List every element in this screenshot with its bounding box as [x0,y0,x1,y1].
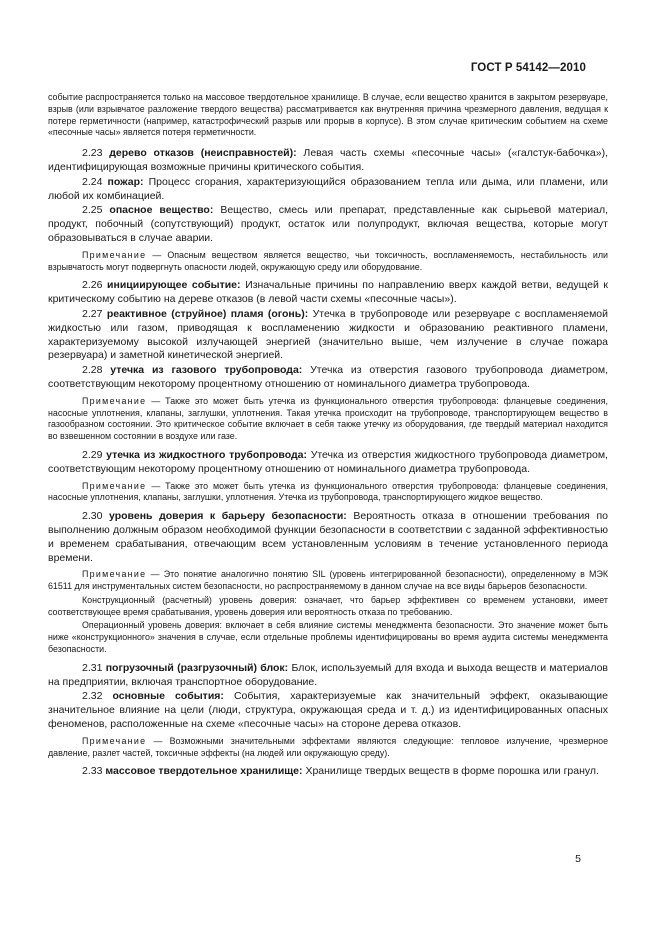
term-number: 2.27 [82,307,103,320]
term-definition: Утечка в трубопроводе или резервуаре с воспламеняемой жидкостью или газом, приводящая к воспламенению жидкости и образованию реактивного пламени, характеризуемому высокой излучающей энергией (значительно выше, чем излучение в случае пожара резервуара) и заметной кинетической энергией. [48,307,609,362]
term-title: опасное вещество: [109,204,214,217]
note-2-32: Примечание — Возможными значительными эффектами являются следующие: тепловое излучение, чрезмерное давление, разлет частей, токсичные эффекты (на людей или окружающую среду). [48,735,608,758]
term-2-27 [48,308,608,363]
intro-paragraph: событие распространяется только на массовое твердотельное хранилище. В случае, если вещество хранится в закрытом резервуаре, взрыв (или взрывчатое разложение твердого вещества) рассматривается как внутренняя причина чрезмерного давления, ведущая к потере герметичности (например, катастрофический разрыв или прорыв в корпусе). В этом случае критическим событием на схеме «песочные часы» является потеря герметичности. [48,92,608,138]
term-title: основные события: [112,690,224,703]
standard-header: ГОСТ Р 54142—2010 [470,62,586,74]
term-number: 2.25 [82,204,103,217]
note-2-29: Примечание — Также это может быть утечка из функционального отверстия трубопровода: фланцевые соединения, насосные уплотнения, клапаны, заглушки, уплотнения. Утечка из трубопровода, транспортирующего жидкое вещество. [48,480,608,503]
term-title: утечка из жидкостного трубопровода: [106,448,307,461]
term-number: 2.32 [82,690,103,703]
term-number: 2.24 [82,175,103,188]
note-2-30: Примечание — Это понятие аналогично понятию SIL (уровень интегрированной безопасности), определенному в МЭК 61511 для инструментальных систем безопасности, но распространяемому в данном случае на все виды барьеров безопасности. [48,569,608,592]
term-title: уровень доверия к барьеру безопасности: [109,510,347,523]
term-title: массовое твердотельное хранилище: [105,765,303,778]
term-number: 2.33 [82,765,103,778]
term-definition: Вероятность отказа в отношении требования по выполнению должным образом необходимой функции безопасности в соответствии с заданной эффективностью и временем срабатывания, отвечающим всем установленным условиям в течение установленного периода времени. [48,510,608,564]
note-label: Примечание [82,569,147,580]
note-2-30-operational-level: Операционный уровень доверия: включает в себя влияние системы менеджмента безопасности. Это значение может быть ниже «конструкционного» значения в случае, если отдельные проблемы идентифицированы во время аудита системы менеджмента безопасности. [48,620,608,655]
term-definition: Изначальные причины по направлению вверх каждой ветви, ведущей к критическому событию на дереве отказов (в левой части схемы «песочные часы»). [48,279,609,306]
term-title: погрузочный (разгрузочный) блок: [105,661,289,674]
term-number: 2.26 [82,279,103,292]
note-2-25: Примечание — Опасным веществом является вещество, чьи токсичность, воспламеняемость, нестабильность или взрывчатость могут подвергнуть опасности людей, окружающую среду или оборудование. [48,249,608,272]
term-definition: События, характеризуемые как значительный эффект, оказывающие значительное влияние на цели (люди, структура, окружающая среда и т. д.) из идентифицированных опасных феноменов, расположенные на схеме «песочные часы» на стороне дерева отказов. [48,690,609,731]
note-2-30-design-level: Конструкционный (расчетный) уровень доверия: означает, что барьер эффективен со временем установки, имеет соответствующее время срабатывания, уровень доверия или вероятность отказа по требованию. [48,594,608,617]
term-2-25 [48,204,608,245]
term-definition: Утечка из отверстия жидкостного трубопровода диаметром, соответствующим некоторому процентному отношению от номинального диаметра трубопровода. [48,448,608,475]
term-title: реактивное (струйное) пламя (огонь): [106,307,309,320]
note-text: Возможными значительными эффектами являются следующие: тепловое излучение, чрезмерное давление, разлет частей, токсичные эффекты (на людей или окружающую среду). [48,735,608,758]
term-2-28 [48,364,608,392]
note-text: Также это может быть утечка из функционального отверстия трубопровода: фланцевые соединения, насосные уплотнения, клапаны, заглушки, уплотнения. Такая утечка происходит на трубопроводе, транспортирующем вещество в газообразном состоянии. Это критическое событие включает в себя также утечку из оборудования, где твердый материал находится во взвешенном состоянии в воздухе или газе. [48,395,608,442]
note-label: Примечание [82,395,147,406]
term-title: утечка из газового трубопровода: [110,364,303,377]
document-body [48,92,608,780]
term-title: инициирующее событие: [107,279,241,292]
term-2-23 [48,147,608,175]
term-title: пожар: [107,175,144,188]
term-number: 2.28 [82,364,103,377]
term-number: 2.31 [82,661,103,674]
term-number: 2.23 [82,147,103,160]
note-label: Примечание [82,735,147,746]
term-definition: Процесс сгорания, характеризующийся образованием тепла или дыма, или пламени, или любой их комбинацией. [48,175,609,202]
term-2-24 [48,176,608,204]
term-definition: Вещество, смесь или препарат, представленные как сырьевой материал, продукт, побочный (сопутствующий) продукт, остаток или полупродукт, включая вещества, которые могут образовываться в случае аварии. [48,204,608,244]
term-2-33 [48,765,608,779]
note-2-28: Примечание — Также это может быть утечка из функционального отверстия трубопровода: фланцевые соединения, насосные уплотнения, клапаны, заглушки, уплотнения. Такая утечка происходит на трубопроводе, транспортирующем вещество в газообразном состоянии. Это критическое событие включает в себя также утечку из оборудования, где твердый материал находится во взвешенном состоянии в воздухе или газе. [48,395,608,442]
note-text: Также это может быть утечка из функционального отверстия трубопровода: фланцевые соединения, насосные уплотнения, клапаны, заглушки, уплотнения. Утечка из трубопровода, транспортирующего жидкое вещество. [48,480,608,503]
note-label: Примечание [82,249,147,260]
term-definition: Хранилище твердых веществ в форме порошка или гранул. [305,765,599,778]
term-number: 2.29 [82,448,103,461]
note-label: Примечание [82,480,147,491]
term-2-30 [48,510,608,565]
term-2-26 [48,279,608,307]
term-2-31 [48,662,608,690]
term-title: дерево отказов (неисправностей): [109,147,297,160]
term-2-29 [48,449,608,477]
term-number: 2.30 [82,510,103,523]
term-definition: Левая часть схемы «песочные часы» («галстук-бабочка»), идентифицирующая возможные причины критического события. [48,147,608,173]
term-definition: Блок, используемый для входа и выхода веществ и материалов на предприятии, включая транспортное оборудование. [48,661,608,688]
page-number: 5 [575,853,581,865]
term-2-32 [48,690,608,731]
note-text: Опасным веществом является вещество, чьи токсичность, воспламеняемость, нестабильность или взрывчатость могут подвергнуть опасности людей, окружающую среду или оборудование. [48,249,608,272]
note-text: Это понятие аналогично понятию SIL (уровень интегрированной безопасности), определенному в МЭК 61511 для инструментальных систем безопасности, но распространяемому в данном случае на все виды барьеров безопасности. [48,569,608,592]
term-definition: Утечка из отверстия газового трубопровода диаметром, соответствующим некоторому процентному отношению от номинального диаметра трубопровода. [48,364,608,390]
